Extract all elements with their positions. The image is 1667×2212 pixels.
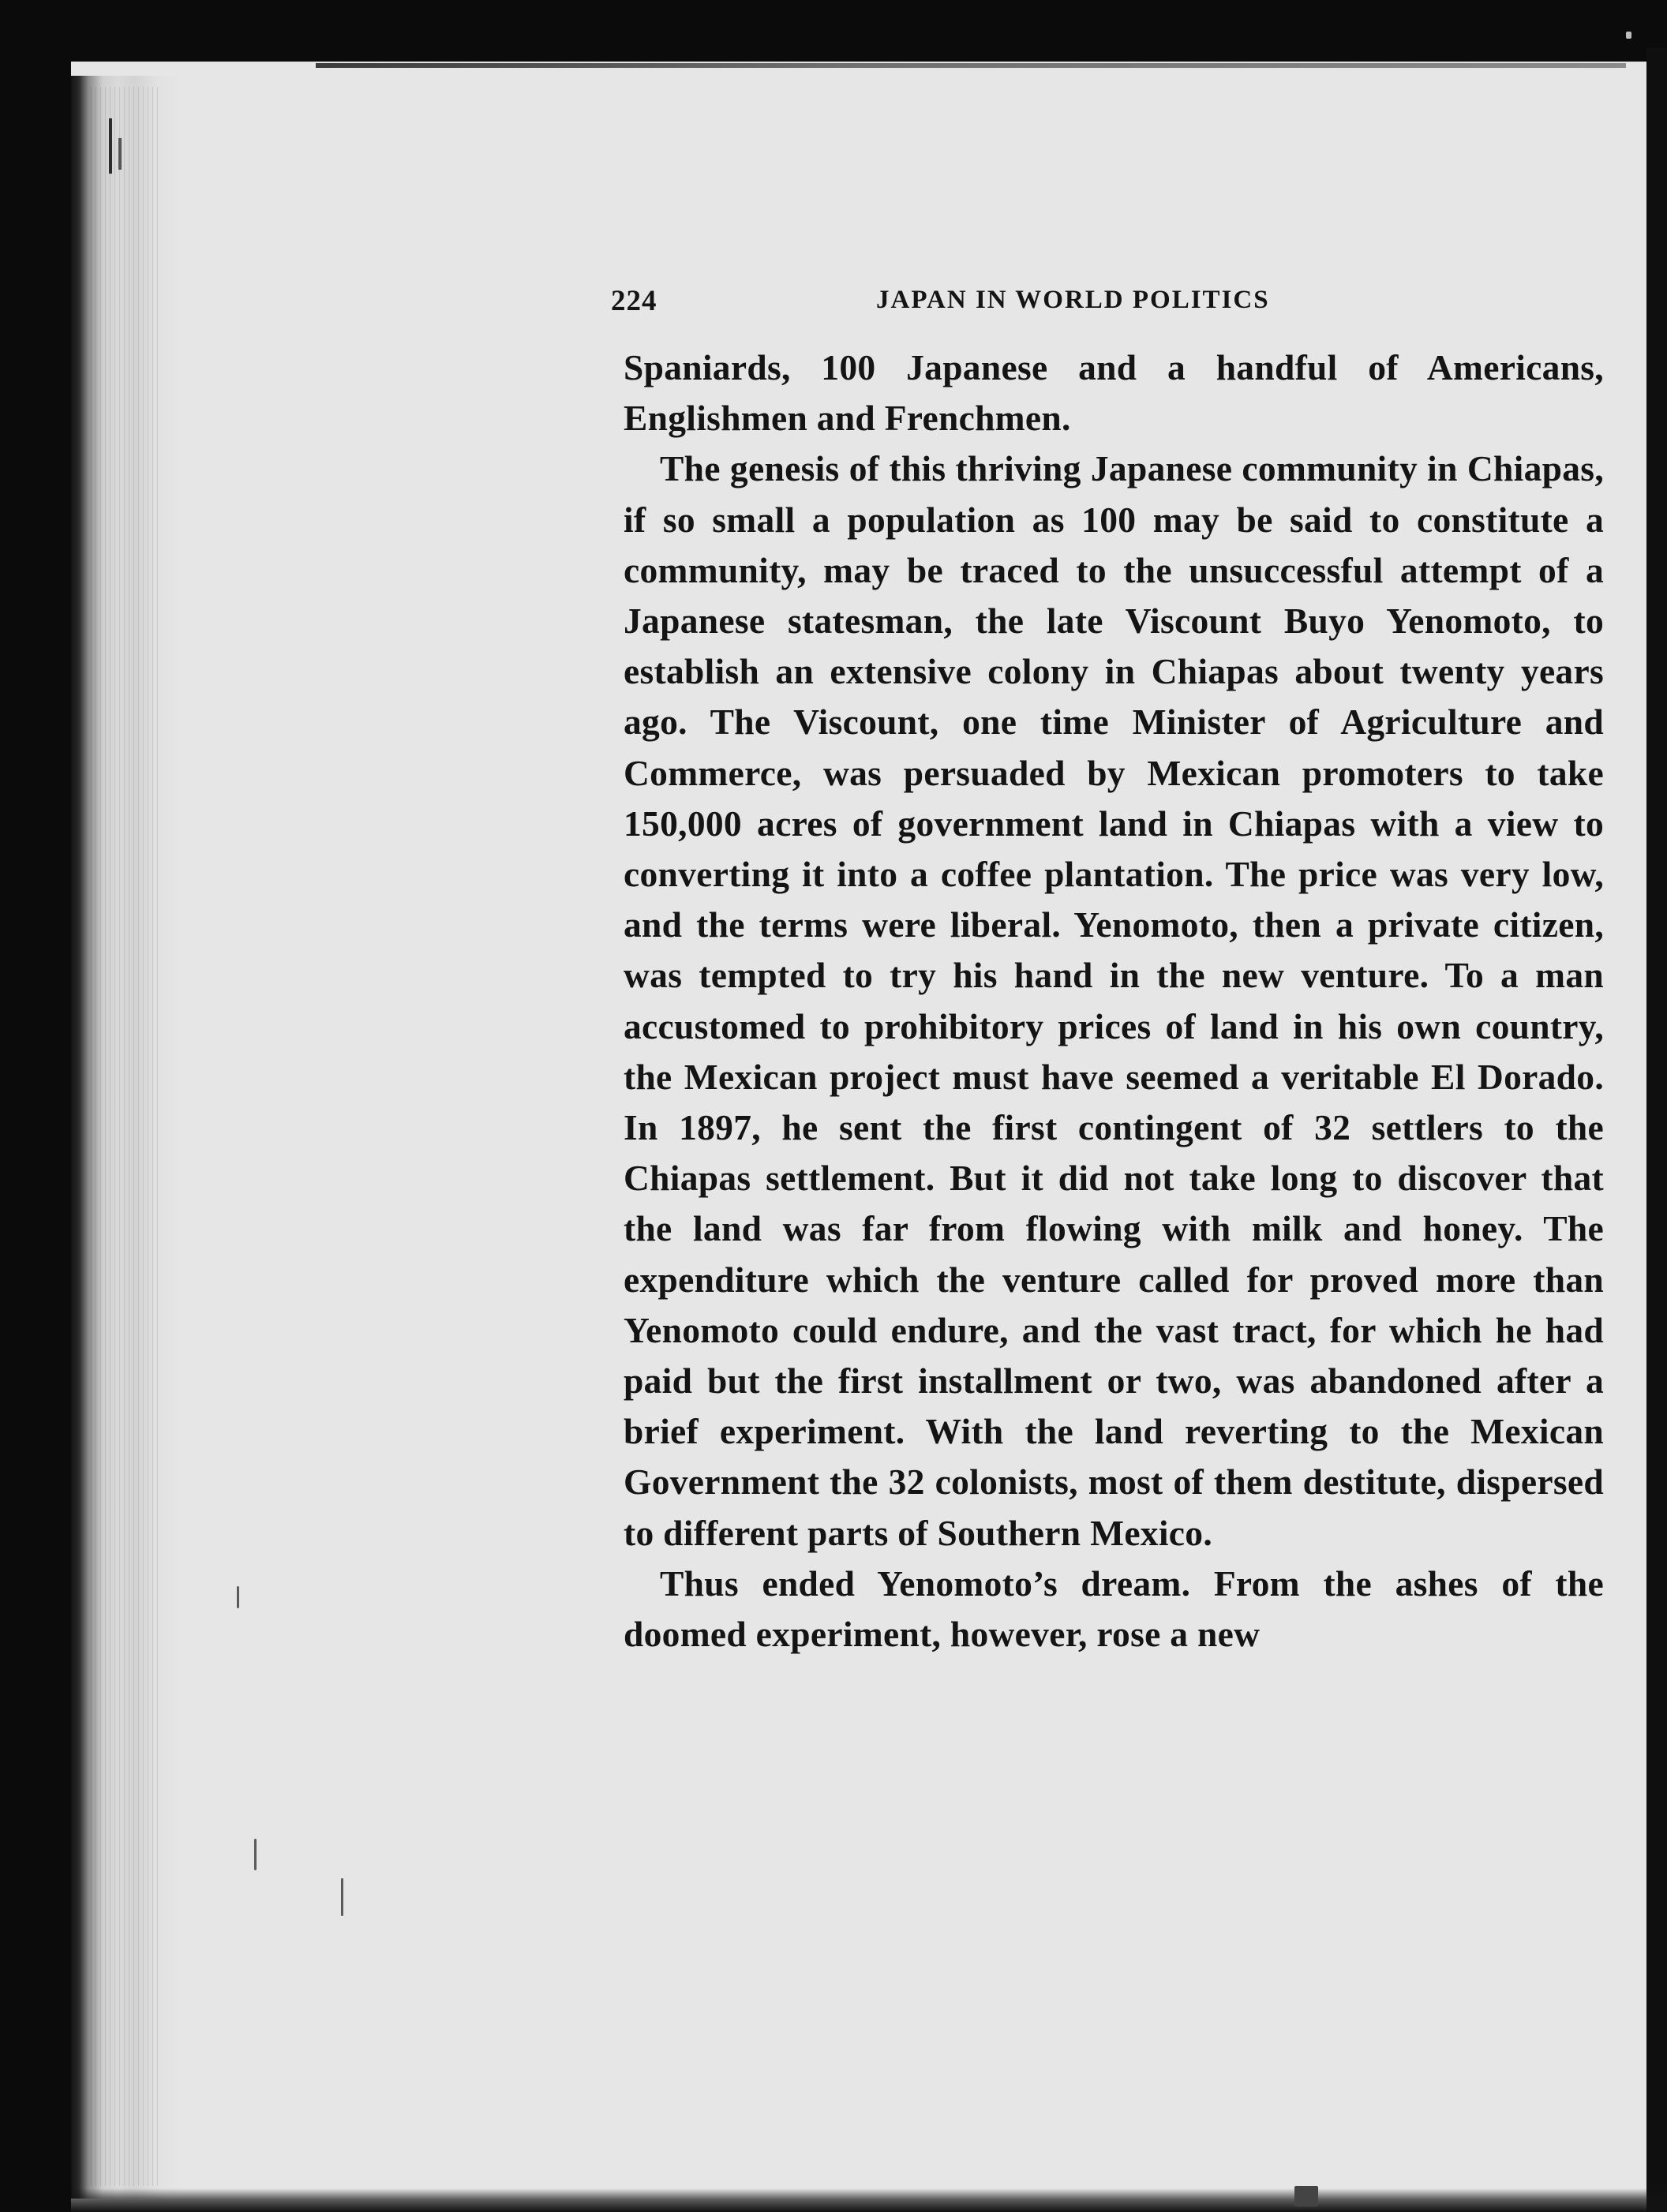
scan-speck: [1626, 32, 1631, 39]
paragraph: Spaniards, 100 Japanese and a handful of Americans, Englishmen and Frenchmen.: [624, 347, 1604, 439]
scan-speck: [237, 1586, 239, 1608]
scan-speck: [341, 1878, 343, 1916]
right-margin-shadow: [1646, 47, 1667, 2212]
scan-speck: [254, 1839, 257, 1870]
running-head: [611, 284, 1604, 331]
top-margin-shadow: [0, 0, 1667, 65]
page-number: 224: [611, 285, 657, 317]
text-block: [611, 284, 1604, 1660]
bottom-margin-shadow: [71, 2188, 1667, 2212]
spine-mark: [118, 138, 122, 170]
spine-mark: [109, 118, 112, 174]
paragraph: Thus ended Yenomoto’s dream. From the ashes of the doomed experiment, however, rose a new: [624, 1563, 1604, 1655]
page-stack-lines: [87, 87, 158, 2186]
top-page-edge: [316, 63, 1626, 68]
paragraph: The genesis of this thriving Japanese community in Chiapas, if so small a population as 100 may be said to constitute a community, may be traced to the unsuccessful attempt of a Japanese statesman, the late Viscount Buyo Yenomoto, to establish an extensive colony in Chiapas about twenty years ago. The Viscount, one time Minister of Agriculture and Commerce, was persuaded by Mexican promoters to take 150,000 acres of government land in Chiapas with a view to converting it into a coffee plantation. The price was very low, and the terms were liberal. Yenomoto, then a private citizen, was tempted to try his hand in the new venture. To a man accustomed to prohibitory prices of land in his own country, the Mexican project must have seemed a veritable El Dorado. In 1897, he sent the first contingent of 32 settlers to the Chiapas settlement. But it did not take long to discover that the land was far from flowing with milk and honey. The expenditure which the venture called for proved more than Yenomoto could endure, and the vast tract, for which he had paid but the first installment or two, was abandoned after a brief experiment. With the land reverting to the Mexican Government the 32 colonists, most of them destitute, dispersed to different parts of Southern Mexico.: [624, 448, 1604, 1553]
scan-speck: [1294, 2186, 1318, 2206]
running-title: JAPAN IN WORLD POLITICS: [876, 286, 1270, 314]
